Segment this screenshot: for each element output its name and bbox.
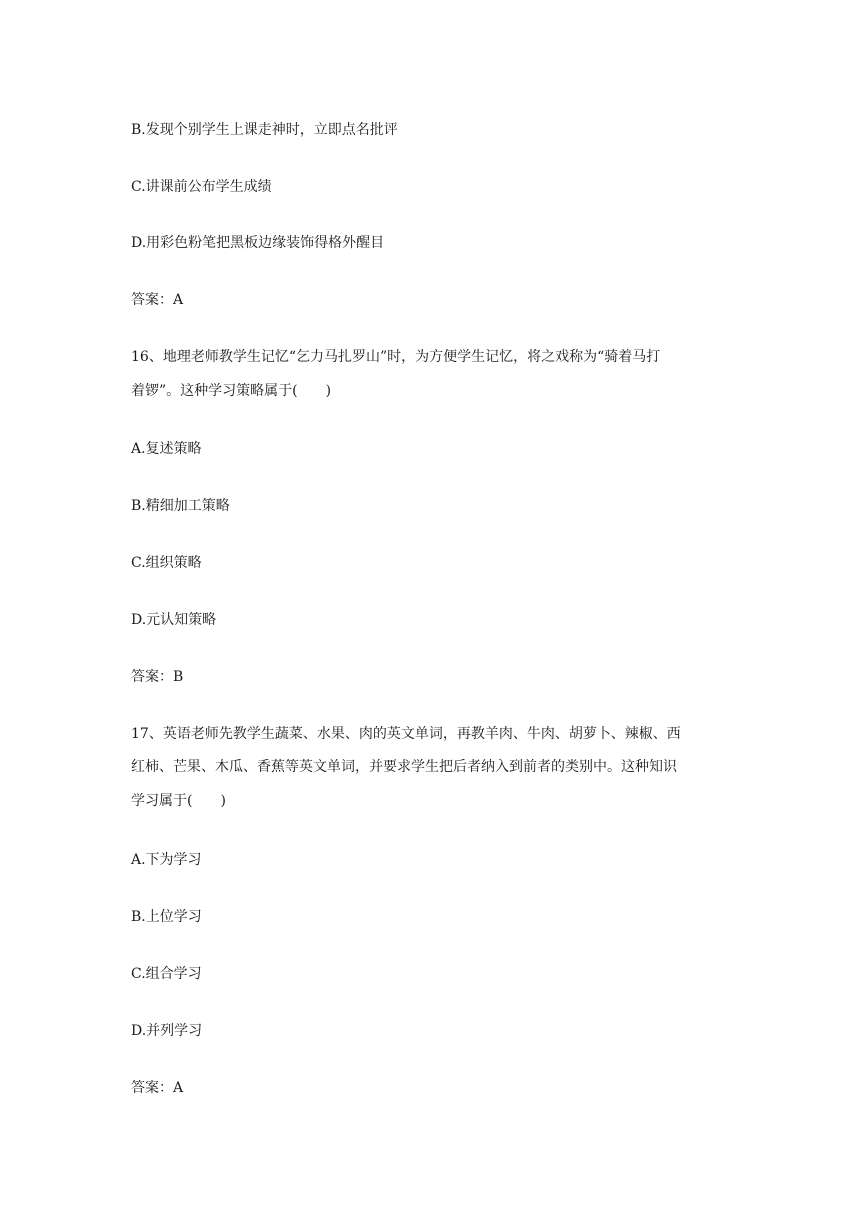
q16-option-d: D.元认知策略: [131, 612, 217, 628]
q16-answer: 答案：B: [131, 669, 184, 685]
q15-option-c: C.讲课前公布学生成绩: [131, 179, 272, 195]
q17-option-a: A.下为学习: [131, 852, 202, 868]
q16-stem-line-1: 16、地理老师教学生记忆“乞力马扎罗山”时，为方便学生记忆，将之戏称为“骑着马打: [131, 349, 661, 365]
q17-stem-line-2: 红柿、芒果、木瓜、香蕉等英文单词，并要求学生把后者纳入到前者的类别中。这种知识: [131, 759, 677, 775]
q17-stem-line-1: 17、英语老师先教学生蔬菜、水果、肉的英文单词，再教羊肉、牛肉、胡萝卜、辣椒、西: [131, 726, 681, 742]
q17-option-b: B.上位学习: [131, 909, 202, 925]
q15-answer: 答案：A: [131, 292, 184, 308]
q17-option-d: D.并列学习: [131, 1023, 203, 1039]
q15-option-d: D.用彩色粉笔把黑板边缘装饰得格外醒目: [131, 235, 385, 251]
q17-answer: 答案：A: [131, 1080, 184, 1096]
q16-option-a: A.复述策略: [131, 441, 202, 457]
q16-option-c: C.组织策略: [131, 555, 202, 571]
q15-option-b: B.发现个别学生上课走神时，立即点名批评: [131, 122, 398, 138]
q16-option-b: B.精细加工策略: [131, 498, 230, 514]
q16-stem-line-2: 着锣”。这种学习策略属于( ): [131, 383, 332, 399]
q17-option-c: C.组合学习: [131, 966, 202, 982]
q17-stem-line-3: 学习属于( ): [131, 793, 226, 809]
